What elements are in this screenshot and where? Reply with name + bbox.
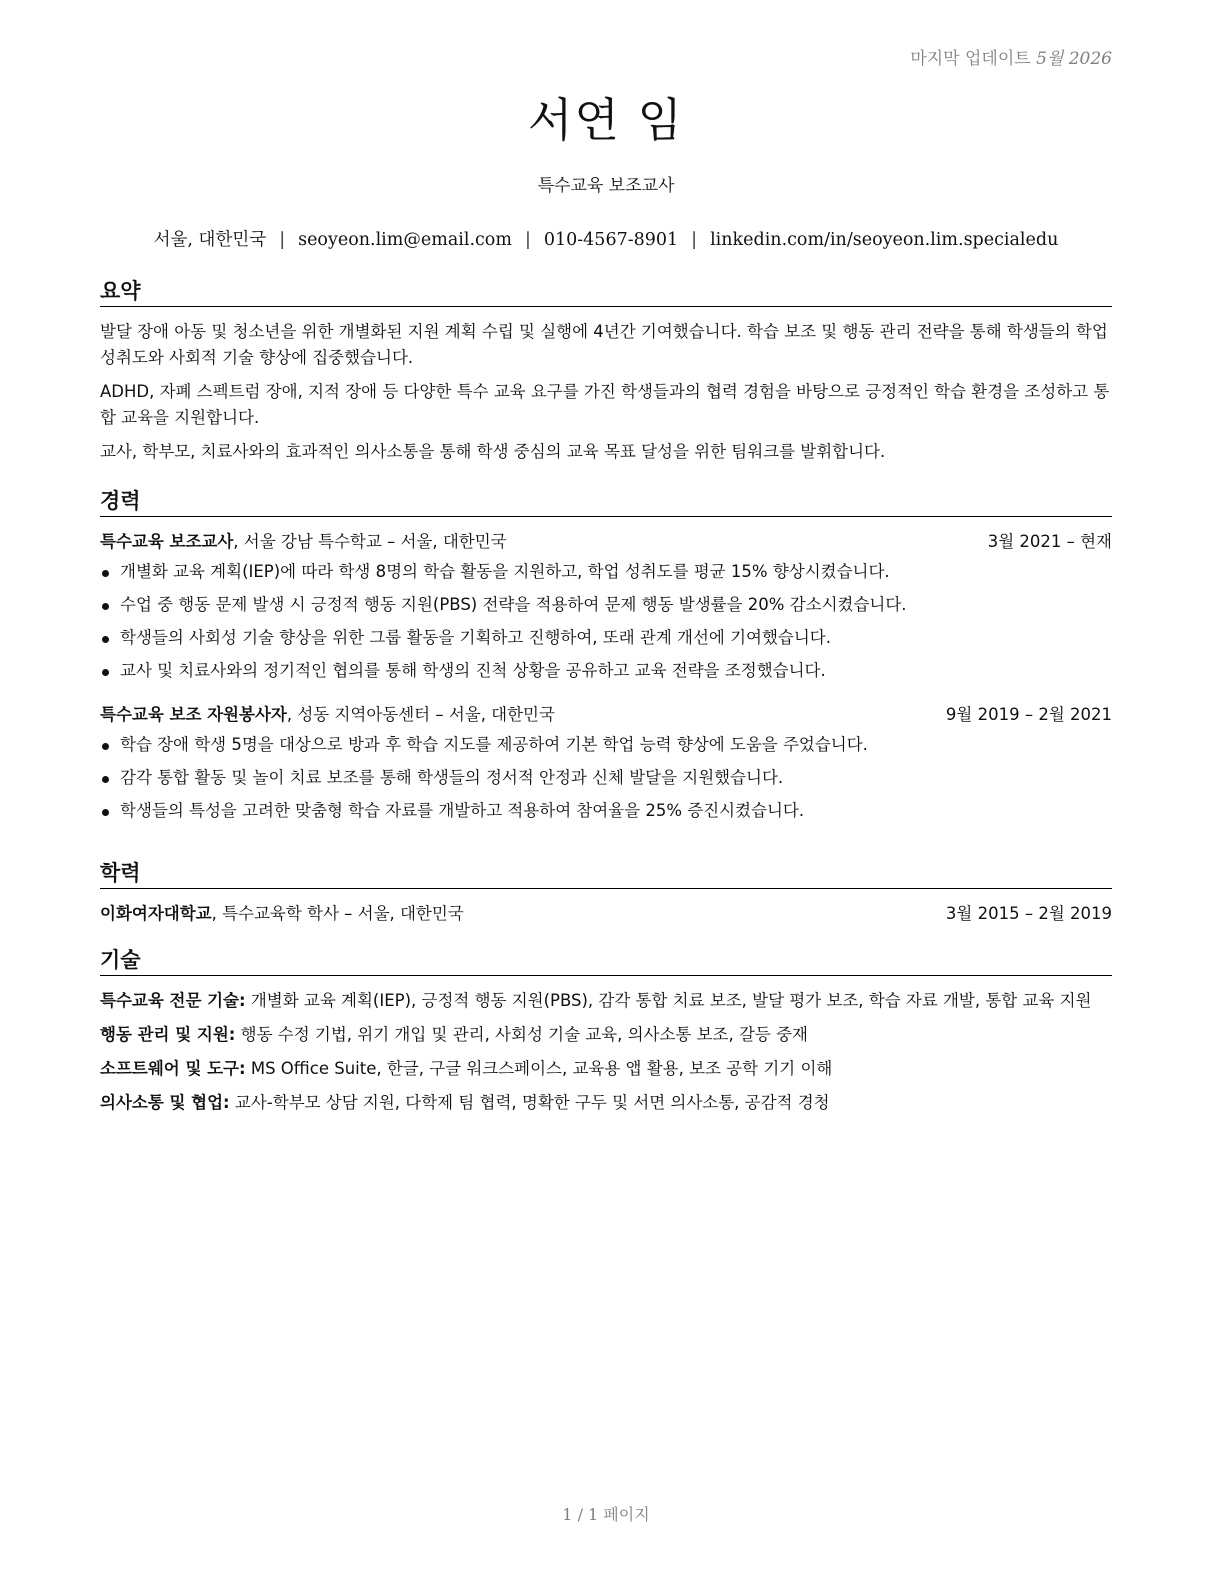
contact-separator: |: [279, 230, 286, 250]
skill-line: [100, 1090, 1112, 1116]
candidate-name: 서연 임: [528, 93, 684, 147]
summary-paragraph: ADHD, 자폐 스펙트럼 장애, 지적 장애 등 다양한 특수 교육 요구를 가진 학생들과의 협력 경험을 바탕으로 긍정적인 학습 환경을 조성하고 통합 교육을 지원합니다.: [100, 382, 1110, 427]
contact-phone: 010-4567-8901: [543, 230, 679, 250]
summary-paragraph: 발달 장애 아동 및 청소년을 위한 개별화된 지원 계획 수립 및 실행에 4년간 기여했습니다. 학습 보조 및 행동 관리 전략을 통해 학생들의 학업 성취도와 사회적 기술 향상에 집중했습니다.: [100, 322, 1108, 367]
last-updated-month: 5월: [1036, 49, 1064, 69]
list-item: [100, 798, 1112, 824]
last-updated: [910, 44, 1112, 69]
bullet-text: 학습 장애 학생 5명을 대상으로 방과 후 학습 지도를 제공하여 기본 학업 능력 향상에 도움을 주었습니다.: [120, 735, 868, 754]
bullet-icon: [102, 776, 109, 783]
job-org: , 성동 지역아동센터 – 서울, 대한민국: [286, 705, 555, 724]
job-role: 특수교육 보조 자원봉사자: [100, 705, 287, 724]
summary-section: [100, 278, 1112, 465]
job-bullets: [100, 559, 1112, 684]
education-heading: 학력: [100, 860, 1112, 889]
bullet-text: 감각 통합 활동 및 놀이 치료 보조를 통해 학생들의 정서적 안정과 신체 발달을 지원했습니다.: [120, 768, 784, 787]
list-item: [100, 765, 1112, 791]
bullet-text: 학생들의 특성을 고려한 맞춤형 학습 자료를 개발하고 적용하여 참여율을 25% 증진시켰습니다.: [120, 801, 805, 820]
last-updated-year: 2026: [1068, 49, 1112, 69]
skill-label: 의사소통 및 협업:: [100, 1093, 230, 1112]
skills-section: [100, 947, 1112, 1116]
skill-line: [100, 1022, 1112, 1048]
bullet-icon: [102, 636, 109, 643]
bullet-text: 학생들의 사회성 기술 향상을 위한 그룹 활동을 기획하고 진행하여, 또래 관계 개선에 기여했습니다.: [120, 628, 831, 647]
last-updated-prefix: 마지막 업데이트: [910, 49, 1037, 69]
bullet-icon: [102, 743, 109, 750]
skill-label: 소프트웨어 및 도구:: [100, 1059, 246, 1078]
contact-line: [100, 226, 1112, 251]
experience-section: [100, 488, 1112, 824]
education-section: [100, 860, 1112, 927]
contact-separator: |: [691, 230, 698, 250]
skill-text: 행동 수정 기법, 위기 개입 및 관리, 사회성 기술 교육, 의사소통 보조, 갈등 중재: [235, 1025, 808, 1044]
skill-label: 행동 관리 및 지원:: [100, 1025, 236, 1044]
job-role: 특수교육 보조교사: [100, 532, 234, 551]
bullet-text: 수업 중 행동 문제 발생 시 긍정적 행동 지원(PBS) 전략을 적용하여 문제 행동 발생률을 20% 감소시켰습니다.: [120, 595, 907, 614]
page-indicator: 1 / 1 페이지: [562, 1505, 650, 1524]
contact-location: 서울, 대한민국: [153, 230, 267, 250]
list-item: [100, 625, 1112, 651]
job-header: [100, 529, 1112, 555]
job-header: [100, 702, 1112, 728]
bullet-icon: [102, 570, 109, 577]
list-item: [100, 658, 1112, 684]
bullet-icon: [102, 809, 109, 816]
list-item: [100, 592, 1112, 618]
job-org: , 서울 강남 특수학교 – 서울, 대한민국: [233, 532, 507, 551]
skill-text: 교사-학부모 상담 지원, 다학제 팀 협력, 명확한 구두 및 서면 의사소통, 공감적 경청: [229, 1093, 830, 1112]
job-dates: 9월 2019 – 2월 2021: [945, 705, 1112, 724]
list-item: [100, 559, 1112, 585]
list-item: [100, 732, 1112, 758]
job-dates: 3월 2021 – 현재: [987, 532, 1112, 551]
candidate-title: 특수교육 보조교사: [537, 176, 675, 196]
summary-paragraph: 교사, 학부모, 치료사와의 효과적인 의사소통을 통해 학생 중심의 교육 목표 달성을 위한 팀워크를 발휘합니다.: [100, 442, 886, 461]
skill-label: 특수교육 전문 기술:: [100, 991, 246, 1010]
bullet-text: 개별화 교육 계획(IEP)에 따라 학생 8명의 학습 활동을 지원하고, 학업 성취도를 평균 15% 향상시켰습니다.: [120, 562, 890, 581]
skill-line: [100, 988, 1112, 1014]
skills-heading: 기술: [100, 947, 1112, 976]
resume-page: [100, 0, 1112, 1584]
skill-text: MS Office Suite, 한글, 구글 워크스페이스, 교육용 앱 활용, 보조 공학 기기 이해: [245, 1059, 833, 1078]
contact-separator: |: [524, 230, 531, 250]
school-name: 이화여자대학교: [100, 904, 212, 923]
bullet-icon: [102, 603, 109, 610]
contact-email[interactable]: seoyeon.lim@email.com: [298, 230, 512, 250]
contact-linkedin[interactable]: linkedin.com/in/seoyeon.lim.specialedu: [710, 230, 1059, 250]
job-bullets: [100, 732, 1112, 824]
skill-line: [100, 1056, 1112, 1082]
degree-detail: , 특수교육학 학사 – 서울, 대한민국: [211, 904, 464, 923]
education-entry: [100, 901, 1112, 927]
bullet-text: 교사 및 치료사와의 정기적인 협의를 통해 학생의 진척 상황을 공유하고 교육 전략을 조정했습니다.: [120, 661, 826, 680]
education-dates: 3월 2015 – 2월 2019: [945, 904, 1112, 923]
bullet-icon: [102, 669, 109, 676]
skill-text: 개별화 교육 계획(IEP), 긍정적 행동 지원(PBS), 감각 통합 치료 보조, 발달 평가 보조, 학습 자료 개발, 통합 교육 지원: [245, 991, 1092, 1010]
experience-heading: 경력: [100, 488, 1112, 517]
summary-heading: 요약: [100, 278, 1112, 307]
